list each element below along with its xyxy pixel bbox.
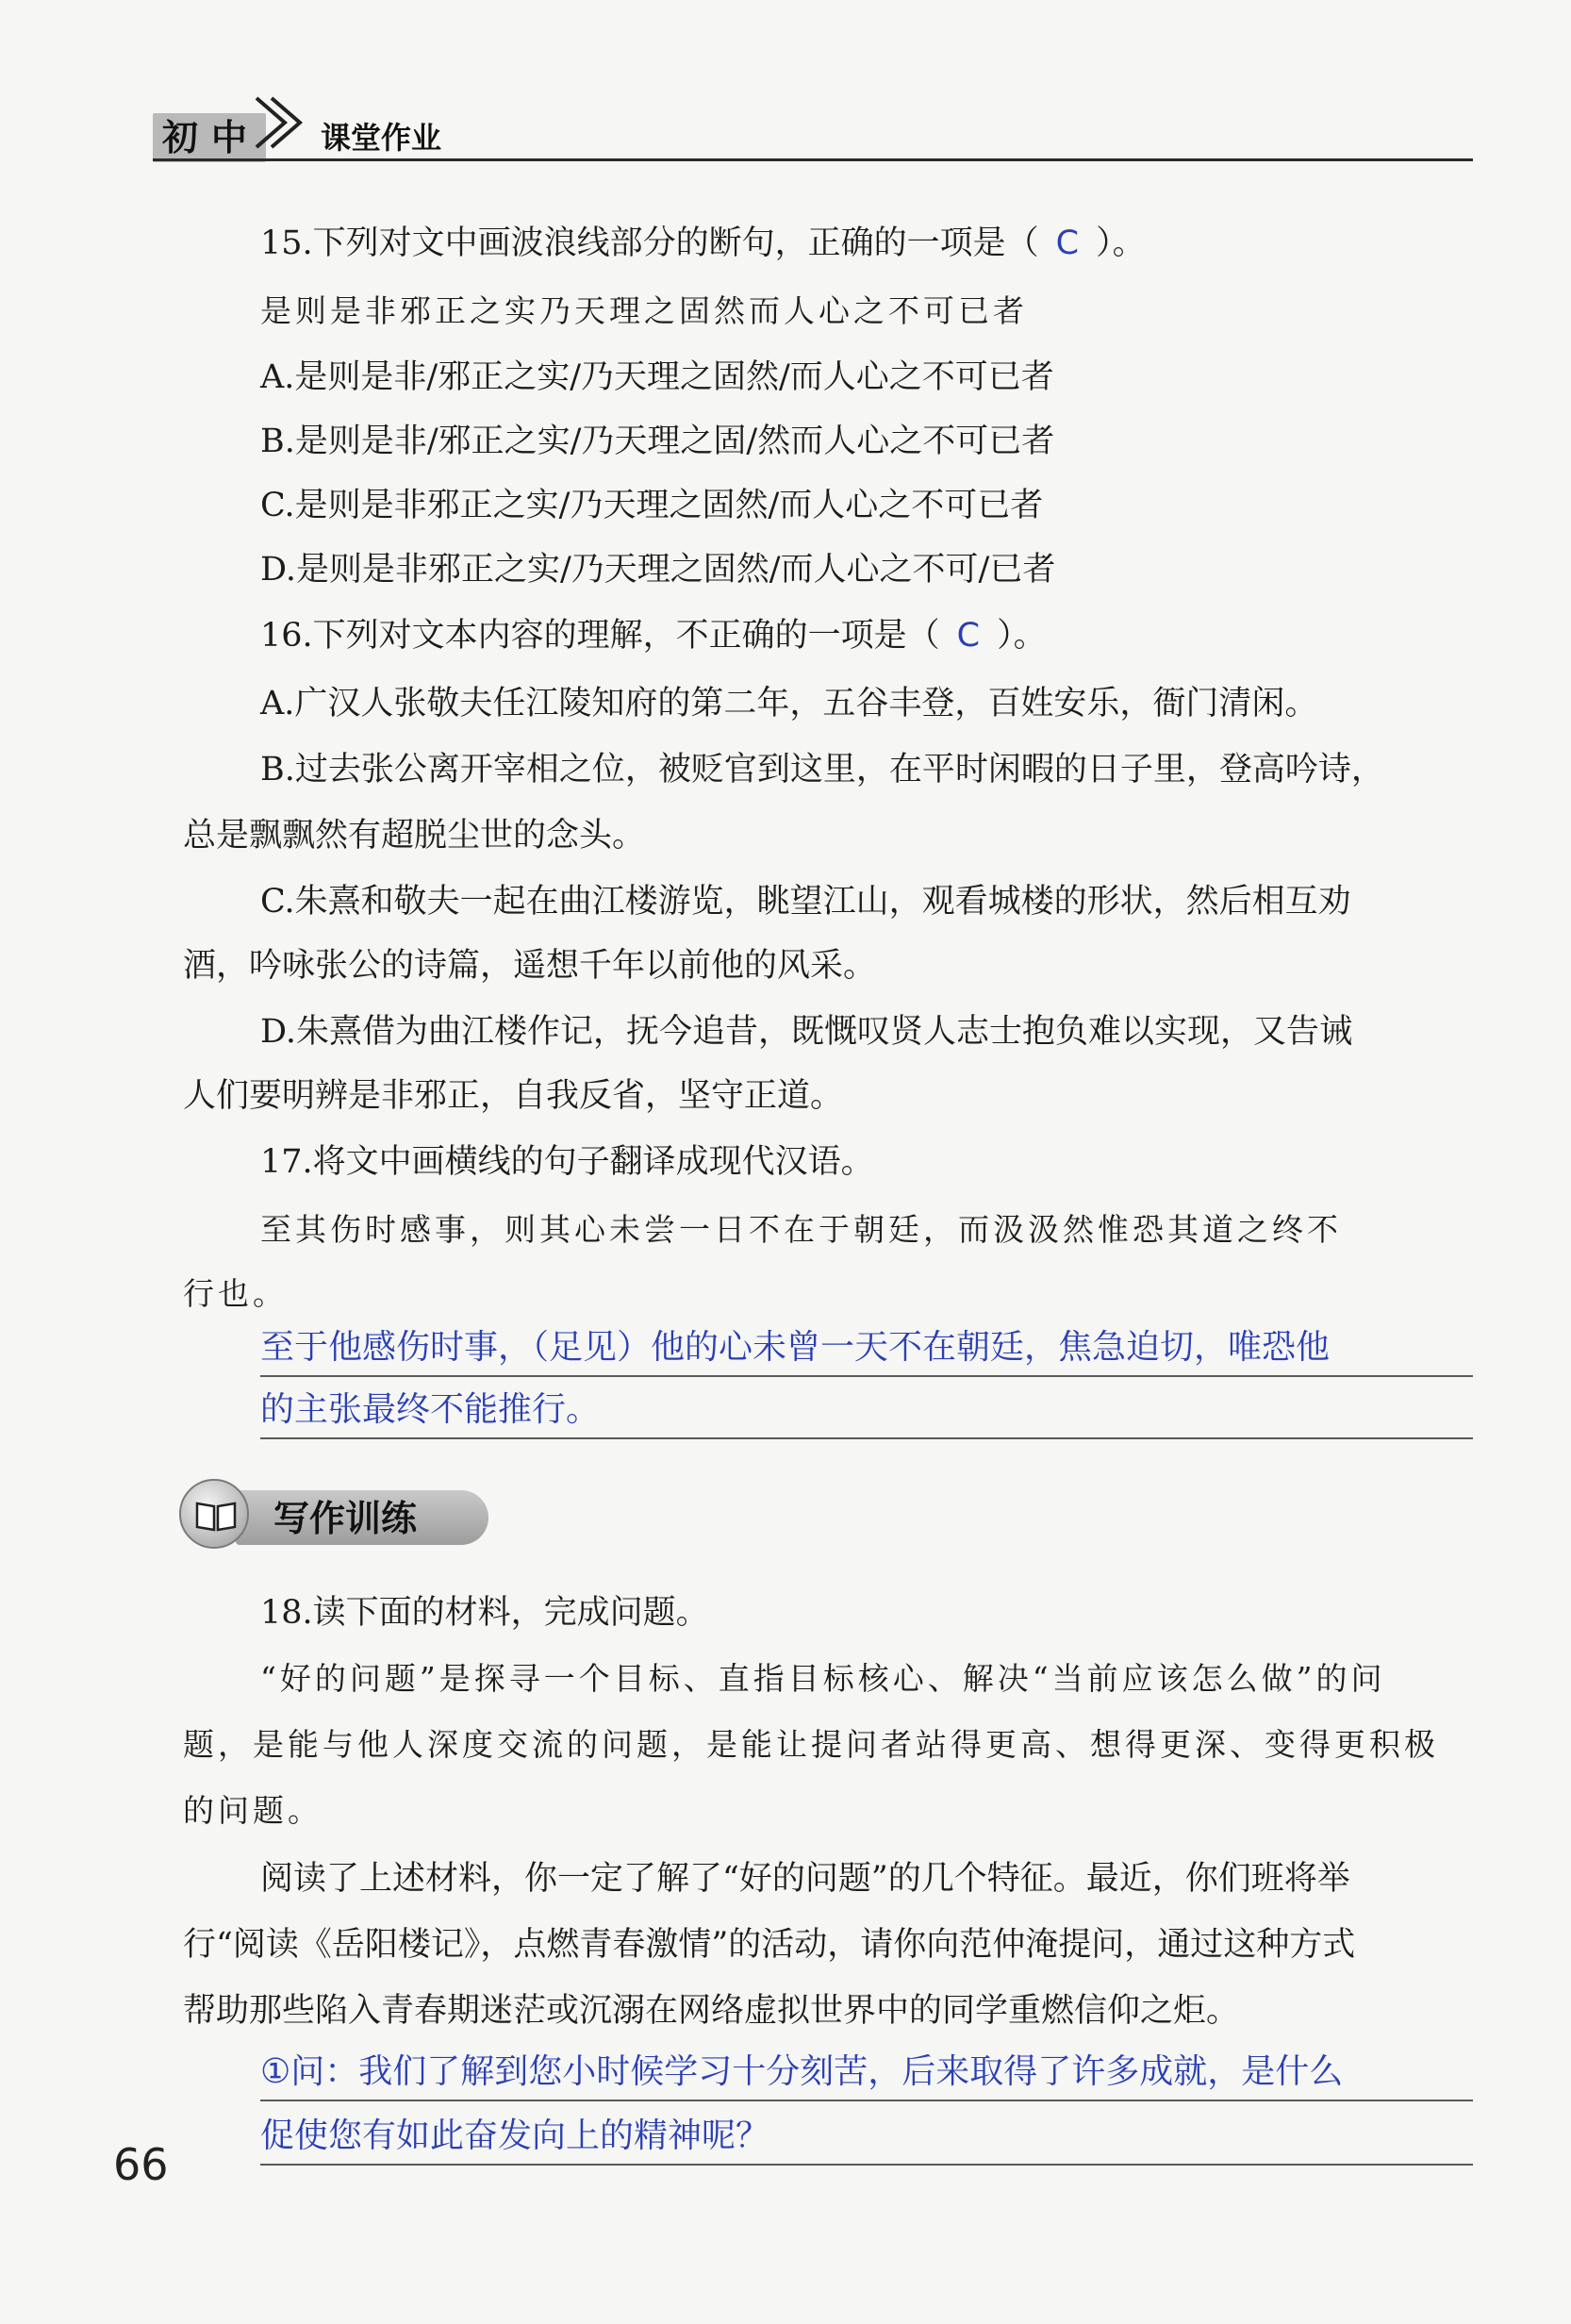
q17-quote-line2: 行也。 bbox=[183, 1275, 288, 1312]
q15-option-c: C.是则是非邪正之实/乃天理之固然/而人心之不可已者 bbox=[260, 487, 1044, 524]
section-circle bbox=[179, 1479, 249, 1549]
q18-material-line2: 题，是能与他人深度交流的问题，是能让提问者站得更高、想得更深、变得更积极 bbox=[183, 1726, 1439, 1763]
header-rule bbox=[153, 158, 1473, 161]
q15-option-a: A.是则是非/邪正之实/乃天理之固然/而人心之不可已者 bbox=[260, 358, 1054, 396]
q16-option-a: A.广汉人张敬夫任江陵知府的第二年，五谷丰登，百姓安乐，衙门清闲。 bbox=[260, 685, 1318, 722]
page-number: 66 bbox=[113, 2139, 169, 2190]
q16-stem-prefix: 16.下列对文本内容的理解，不正确的一项是（ bbox=[260, 617, 940, 655]
book-icon bbox=[194, 1498, 238, 1534]
answer-line bbox=[260, 2164, 1473, 2166]
q15-option-d: D.是则是非邪正之实/乃天理之固然/而人心之不可/已者 bbox=[260, 551, 1056, 589]
q18-task-line3: 帮助那些陷入青春期迷茫或沉溺在网络虚拟世界中的同学重燃信仰之炬。 bbox=[183, 1992, 1240, 2030]
q17-quote-line1: 至其伤时感事，则其心未尝一日不在于朝廷，而汲汲然惟恐其道之终不 bbox=[260, 1211, 1342, 1248]
header-title: 课堂作业 bbox=[321, 120, 442, 156]
q16-answer: C bbox=[956, 617, 981, 655]
q18-answer-line2: 促使您有如此奋发向上的精神呢？ bbox=[260, 2116, 770, 2155]
q18-material-line3: 的问题。 bbox=[183, 1792, 322, 1829]
q15-answer: C bbox=[1055, 224, 1080, 262]
q15-stem-suffix: ）。 bbox=[1096, 224, 1146, 262]
answer-line bbox=[260, 1437, 1473, 1439]
q16-option-c-line1: C.朱熹和敬夫一起在曲江楼游览，眺望江山，观看城楼的形状，然后相互劝 bbox=[260, 883, 1351, 921]
q16-option-c-line2: 酒，吟咏张公的诗篇，遥想千年以前他的风采。 bbox=[183, 947, 877, 985]
q17-answer-line1: 至于他感伤时事，（足见）他的心未曾一天不在朝廷，焦急迫切，唯恐他 bbox=[260, 1328, 1331, 1367]
q16-stem bbox=[260, 613, 1047, 658]
q15-quote: 是则是非邪正之实乃天理之固然而人心之不可已者 bbox=[260, 292, 1028, 329]
q16-option-b-line2: 总是飘飘然有超脱尘世的念头。 bbox=[183, 817, 646, 855]
q15-stem-prefix: 15.下列对文中画波浪线部分的断句，正确的一项是（ bbox=[260, 224, 1039, 262]
q18-stem: 18.读下面的材料，完成问题。 bbox=[260, 1594, 709, 1632]
q15-option-b: B.是则是非/邪正之实/乃天理之固/然而人心之不可已者 bbox=[260, 423, 1055, 460]
answer-line bbox=[260, 2100, 1473, 2101]
q18-material-line1: “好的问题”是探寻一个目标、直指目标核心、解决“当前应该怎么做”的问 bbox=[260, 1660, 1386, 1697]
q16-option-d-line1: D.朱熹借为曲江楼作记，抚今追昔，既慨叹贤人志士抱负难以实现，又告诫 bbox=[260, 1013, 1352, 1051]
q18-answer-line1: ①问：我们了解到您小时候学习十分刻苦，后来取得了许多成就，是什么 bbox=[260, 2052, 1344, 2091]
q16-option-b-line1: B.过去张公离开宰相之位，被贬官到这里，在平时闲暇的日子里，登高吟诗， bbox=[260, 751, 1384, 788]
q16-option-d-line2: 人们要明辨是非邪正，自我反省，坚守正道。 bbox=[183, 1077, 844, 1115]
q17-stem: 17.将文中画横线的句子翻译成现代汉语。 bbox=[260, 1143, 874, 1181]
section-label: 写作训练 bbox=[273, 1498, 418, 1539]
header-level: 初中 bbox=[162, 117, 261, 158]
double-chevron-icon bbox=[253, 91, 309, 157]
answer-line bbox=[260, 1375, 1473, 1377]
q17-answer-line2: 的主张最终不能推行。 bbox=[260, 1390, 601, 1429]
q15-stem bbox=[260, 221, 1146, 266]
q18-task-line1: 阅读了上述材料，你一定了解了“好的问题”的几个特征。最近，你们班将举 bbox=[260, 1860, 1350, 1898]
section-badge bbox=[179, 1479, 490, 1549]
q16-stem-suffix: ）。 bbox=[997, 617, 1047, 655]
q18-task-line2: 行“阅读《岳阳楼记》，点燃青春激情”的活动，请你向范仲淹提问，通过这种方式 bbox=[183, 1926, 1356, 1964]
